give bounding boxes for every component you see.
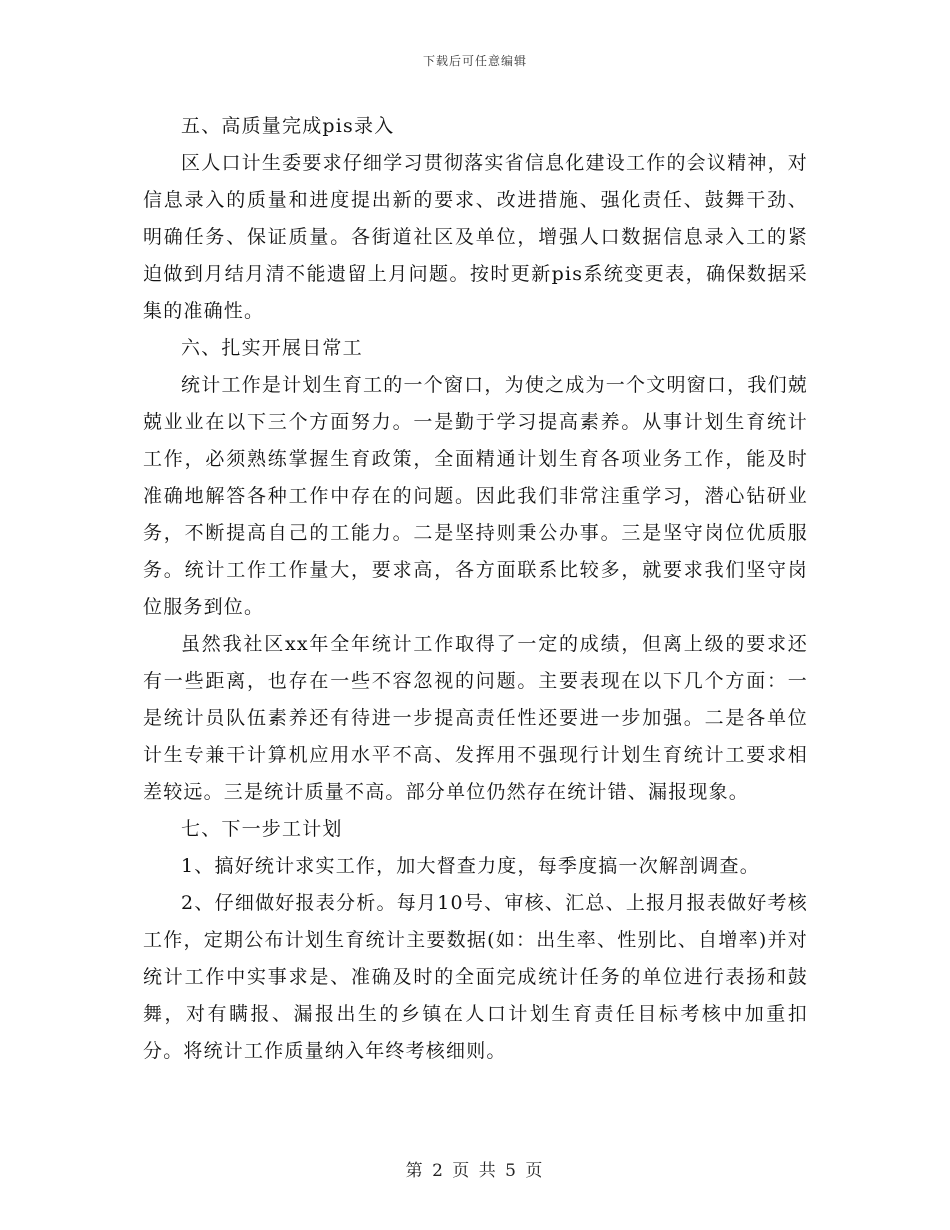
body-paragraph: 区人口计生委要求仔细学习贯彻落实省信息化建设工作的会议精神，对信息录入的质量和进度提出新的要求、改进措施、强化责任、鼓舞干劲、明确任务、保证质量。各街道社区及单位，增强人口数据信息录入工的紧迫做到月结月清不能遗留上月问题。按时更新pis系统变更表，确保数据采集的准确性。 (143, 152, 808, 322)
body-paragraph: 虽然我社区xx年全年统计工作取得了一定的成绩，但离上级的要求还有一些距离，也存在一些不容忽视的问题。主要表现在以下几个方面：一是统计员队伍素养还有待进一步提高责任性还要进一步加强。二是各单位计生专兼干计算机应用水平不高、发挥用不强现行计划生育统计工要求相差较远。三是统计质量不高。部分单位仍然存在统计错、漏报现象。 (143, 633, 808, 803)
section-heading-7: 七、下一步工计划 (181, 818, 343, 840)
body-paragraph: 统计工作是计划生育工的一个窗口，为使之成为一个文明窗口，我们兢兢业业在以下三个方面努力。一是勤于学习提高素养。从事计划生育统计工作，必须熟练掌握生育政策，全面精通计划生育各项业务工作，能及时准确地解答各种工作中存在的问题。因此我们非常注重学习，潜心钻研业务，不断提高自己的工能力。二是坚持则秉公办事。三是坚守岗位优质服务。统计工作工作量大，要求高，各方面联系比较多，就要求我们坚守岗位服务到位。 (143, 374, 808, 618)
section-heading-5: 五、高质量完成pis录入 (181, 115, 395, 137)
section-heading-6: 六、扎实开展日常工 (181, 337, 363, 359)
page-number-footer: 第 2 页 共 5 页 (405, 1161, 545, 1181)
document-body (143, 108, 808, 1070)
plan-item-2: 2、仔细做好报表分析。每月10号、审核、汇总、上报月报表做好考核工作，定期公布计划生育统计主要数据(如：出生率、性别比、自增率)并对统计工作中实事求是、准确及时的全面完成统计任务的单位进行表扬和鼓舞，对有瞒报、漏报出生的乡镇在人口计划生育责任目标考核中加重扣分。将统计工作质量纳入年终考核细则。 (143, 892, 808, 1062)
plan-item-1: 1、搞好统计求实工作，加大督查力度，每季度搞一次解剖调查。 (181, 855, 760, 877)
page-header-note: 下载后可任意编辑 (422, 54, 527, 68)
